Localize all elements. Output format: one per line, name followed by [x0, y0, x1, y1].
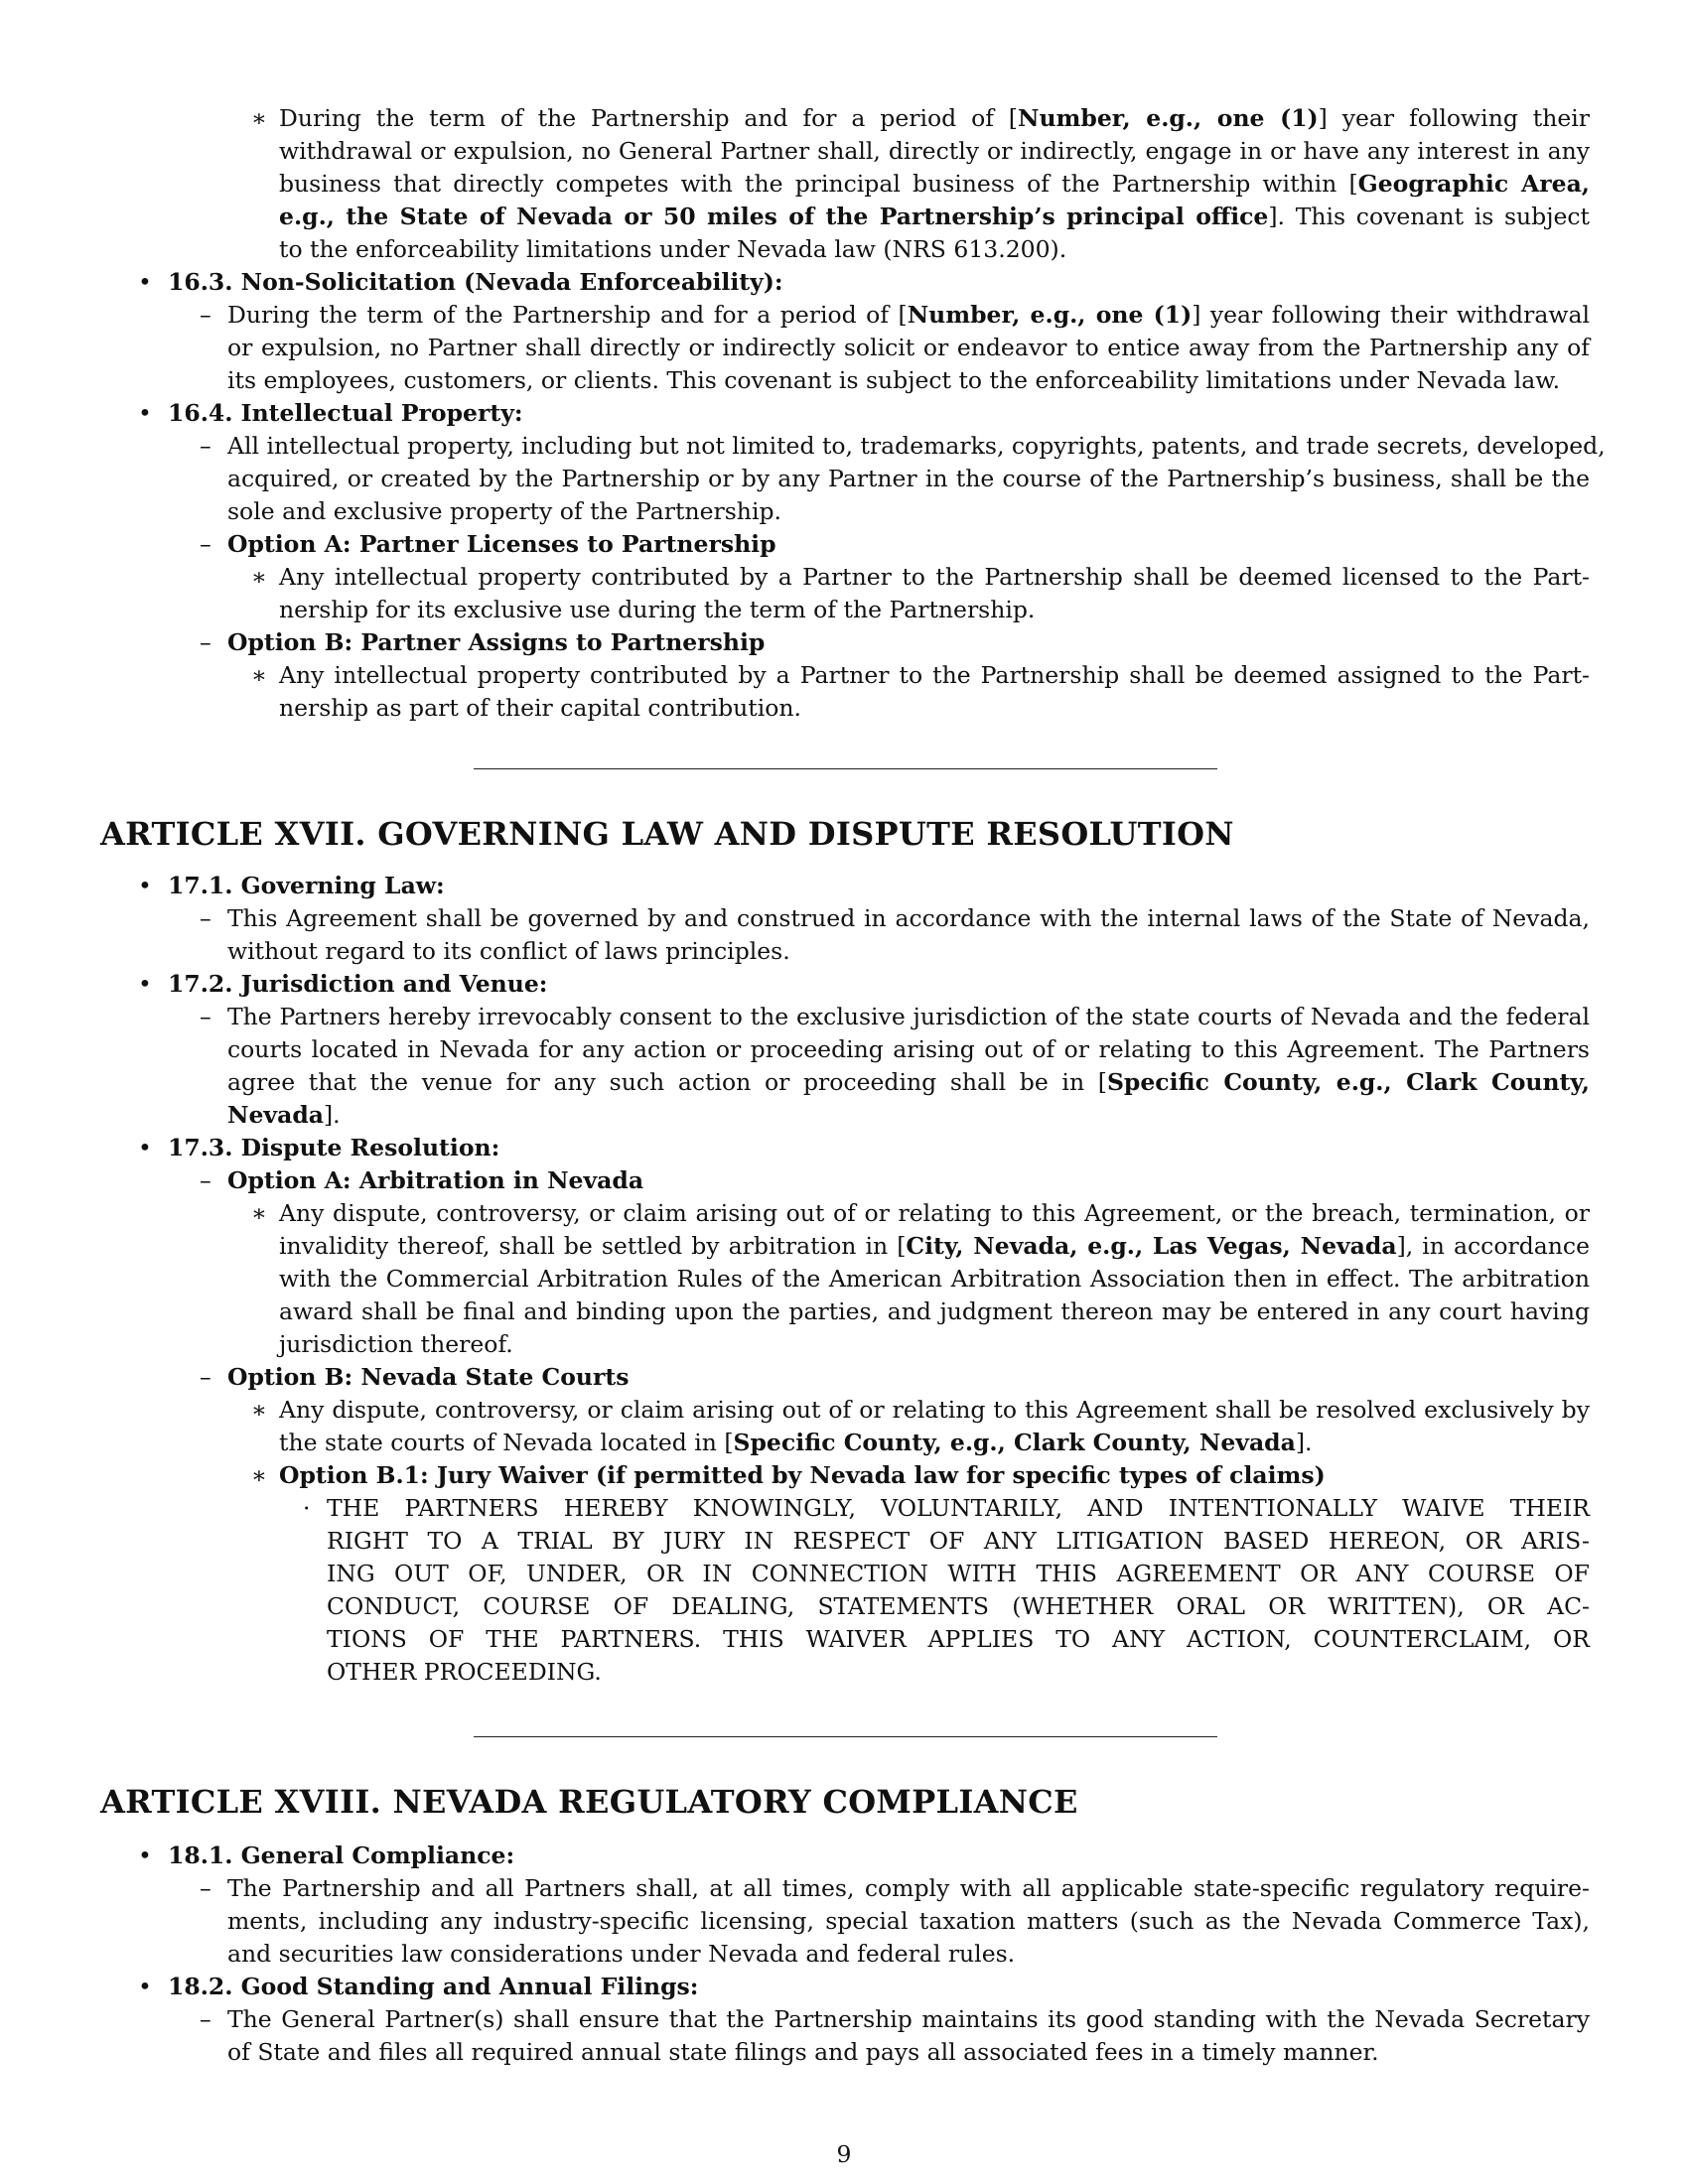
- option-heading: Option B: Nevada State Courts: [227, 1363, 630, 1391]
- para-line: Any dispute, controversy, or claim arising out of or relating to this Agreement, or the breach, termination, or: [279, 1199, 1590, 1227]
- para-line: e.g., the State of Nevada or 50 miles of the Partnership’s principal office]. This covenant is subject: [279, 203, 1590, 230]
- waiver-line: TIONS OF THE PARTNERS. THIS WAIVER APPLIES TO ANY ACTION, COUNTERCLAIM, OR: [327, 1625, 1590, 1653]
- bullet-marker: •: [138, 970, 152, 998]
- para-line: jurisdiction thereof.: [279, 1330, 513, 1358]
- para-line: agree that the venue for any such action or proceeding shall be in [Specific County, e.g., Clark County,: [227, 1068, 1590, 1096]
- para-line: The Partners hereby irrevocably consent to the exclusive jurisdiction of the state courts of Nevada and the federal: [227, 1003, 1590, 1030]
- dash-marker: –: [200, 628, 211, 656]
- article-18-title: ARTICLE XVIII. NEVADA REGULATORY COMPLIANCE: [100, 1783, 1078, 1821]
- bullet-marker: •: [138, 1973, 152, 2000]
- para-line: This Agreement shall be governed by and construed in accordance with the internal laws of the State of Nevada,: [227, 904, 1590, 932]
- waiver-line: ING OUT OF, UNDER, OR IN CONNECTION WITH THIS AGREEMENT OR ANY COURSE OF: [327, 1560, 1590, 1587]
- page-number: 9: [836, 2140, 852, 2168]
- para-line: of State and files all required annual state filings and pays all associated fees in a timely manner.: [227, 2038, 1379, 2066]
- waiver-line: THE PARTNERS HEREBY KNOWINGLY, VOLUNTARILY, AND INTENTIONALLY WAIVE THEIR: [327, 1494, 1590, 1522]
- para-line: nership for its exclusive use during the term of the Partnership.: [279, 596, 1036, 623]
- bullet-marker: •: [138, 1842, 152, 1869]
- bullet-marker: •: [138, 1134, 152, 1161]
- section-divider: [474, 1736, 1217, 1737]
- section-heading-17-1: 17.1. Governing Law:: [168, 872, 445, 899]
- para-line: Any intellectual property contributed by a Partner to the Partnership shall be deemed assigned to the Part-: [279, 661, 1590, 689]
- para-line: without regard to its conflict of laws principles.: [227, 937, 790, 965]
- section-heading-16-3: 16.3. Non-Solicitation (Nevada Enforceability):: [168, 268, 783, 296]
- para-line: Any intellectual property contributed by a Partner to the Partnership shall be deemed licensed to the Part-: [279, 563, 1590, 591]
- waiver-line: OTHER PROCEEDING.: [327, 1658, 602, 1686]
- para-line: invalidity thereof, shall be settled by arbitration in [City, Nevada, e.g., Las Vegas, Nevada], in accordance: [279, 1232, 1590, 1260]
- para-line: withdrawal or expulsion, no General Partner shall, directly or indirectly, engage in or have any interest in any: [279, 137, 1590, 165]
- para-line: During the term of the Partnership and for a period of [Number, e.g., one (1)] year following their withdrawal: [227, 301, 1590, 329]
- bullet-marker: •: [138, 268, 152, 296]
- section-heading-18-1: 18.1. General Compliance:: [168, 1842, 515, 1869]
- star-marker: ∗: [251, 1461, 267, 1489]
- option-heading: Option B: Partner Assigns to Partnership: [227, 628, 766, 656]
- para-line: All intellectual property, including but not limited to, trademarks, copyrights, patents, and trade secrets, developed,: [227, 432, 1606, 460]
- dash-marker: –: [200, 2005, 211, 2033]
- dash-marker: –: [200, 1874, 211, 1902]
- section-heading-17-2: 17.2. Jurisdiction and Venue:: [168, 970, 548, 998]
- star-marker: ∗: [251, 1199, 267, 1227]
- para-line: business that directly competes with the principal business of the Partnership within [Geographic Area,: [279, 170, 1590, 198]
- dash-marker: –: [200, 1003, 211, 1030]
- para-line: award shall be final and binding upon the parties, and judgment thereon may be entered in any court having: [279, 1297, 1590, 1325]
- para-line: or expulsion, no Partner shall directly or indirectly solicit or endeavor to entice away from the Partnership any of: [227, 334, 1590, 361]
- star-marker: ∗: [251, 104, 267, 132]
- dash-marker: –: [200, 1166, 211, 1194]
- para-line: its employees, customers, or clients. This covenant is subject to the enforceability limitations under Nevada law.: [227, 366, 1561, 394]
- para-line: the state courts of Nevada located in [Specific County, e.g., Clark County, Nevada].: [279, 1429, 1313, 1456]
- para-line: Nevada].: [227, 1101, 341, 1129]
- waiver-line: CONDUCT, COURSE OF DEALING, STATEMENTS (WHETHER ORAL OR WRITTEN), OR AC-: [327, 1592, 1590, 1620]
- para-line: The Partnership and all Partners shall, at all times, comply with all applicable state-specific regulatory require-: [227, 1874, 1590, 1902]
- para-line: acquired, or created by the Partnership or by any Partner in the course of the Partnership’s business, shall be the: [227, 465, 1590, 492]
- bullet-marker: •: [138, 399, 152, 427]
- option-heading: Option B.1: Jury Waiver (if permitted by Nevada law for specific types of claims): [279, 1461, 1326, 1489]
- dash-marker: –: [200, 904, 211, 932]
- para-line: sole and exclusive property of the Partnership.: [227, 497, 781, 525]
- dot-marker: ·: [303, 1494, 311, 1522]
- para-line: The General Partner(s) shall ensure that the Partnership maintains its good standing with the Nevada Secretary: [227, 2005, 1590, 2033]
- option-heading: Option A: Partner Licenses to Partnership: [227, 530, 776, 558]
- star-marker: ∗: [251, 1396, 267, 1424]
- dash-marker: –: [200, 432, 211, 460]
- waiver-line: RIGHT TO A TRIAL BY JURY IN RESPECT OF ANY LITIGATION BASED HEREON, OR ARIS-: [327, 1527, 1590, 1555]
- section-heading-18-2: 18.2. Good Standing and Annual Filings:: [168, 1973, 699, 2000]
- star-marker: ∗: [251, 661, 267, 689]
- para-line: with the Commercial Arbitration Rules of the American Arbitration Association then in effect. The arbitration: [279, 1265, 1590, 1293]
- dash-marker: –: [200, 1363, 211, 1391]
- star-marker: ∗: [251, 563, 267, 591]
- para-line: and securities law considerations under Nevada and federal rules.: [227, 1940, 1016, 1968]
- dash-marker: –: [200, 530, 211, 558]
- para-line: ments, including any industry-specific licensing, special taxation matters (such as the Nevada Commerce Tax),: [227, 1907, 1590, 1935]
- dash-marker: –: [200, 301, 211, 329]
- option-heading: Option A: Arbitration in Nevada: [227, 1166, 644, 1194]
- para-line: nership as part of their capital contribution.: [279, 694, 801, 722]
- section-heading-16-4: 16.4. Intellectual Property:: [168, 399, 523, 427]
- section-divider: [474, 768, 1217, 769]
- bullet-marker: •: [138, 872, 152, 899]
- section-heading-17-3: 17.3. Dispute Resolution:: [168, 1134, 500, 1161]
- article-17-title: ARTICLE XVII. GOVERNING LAW AND DISPUTE RESOLUTION: [100, 815, 1234, 853]
- para-line: to the enforceability limitations under Nevada law (NRS 613.200).: [279, 235, 1067, 263]
- para-line: Any dispute, controversy, or claim arising out of or relating to this Agreement shall be resolved exclusively by: [279, 1396, 1590, 1424]
- para-line: courts located in Nevada for any action or proceeding arising out of or relating to this Agreement. The Partners: [227, 1035, 1590, 1063]
- para-line: During the term of the Partnership and for a period of [Number, e.g., one (1)] year following their: [279, 104, 1590, 132]
